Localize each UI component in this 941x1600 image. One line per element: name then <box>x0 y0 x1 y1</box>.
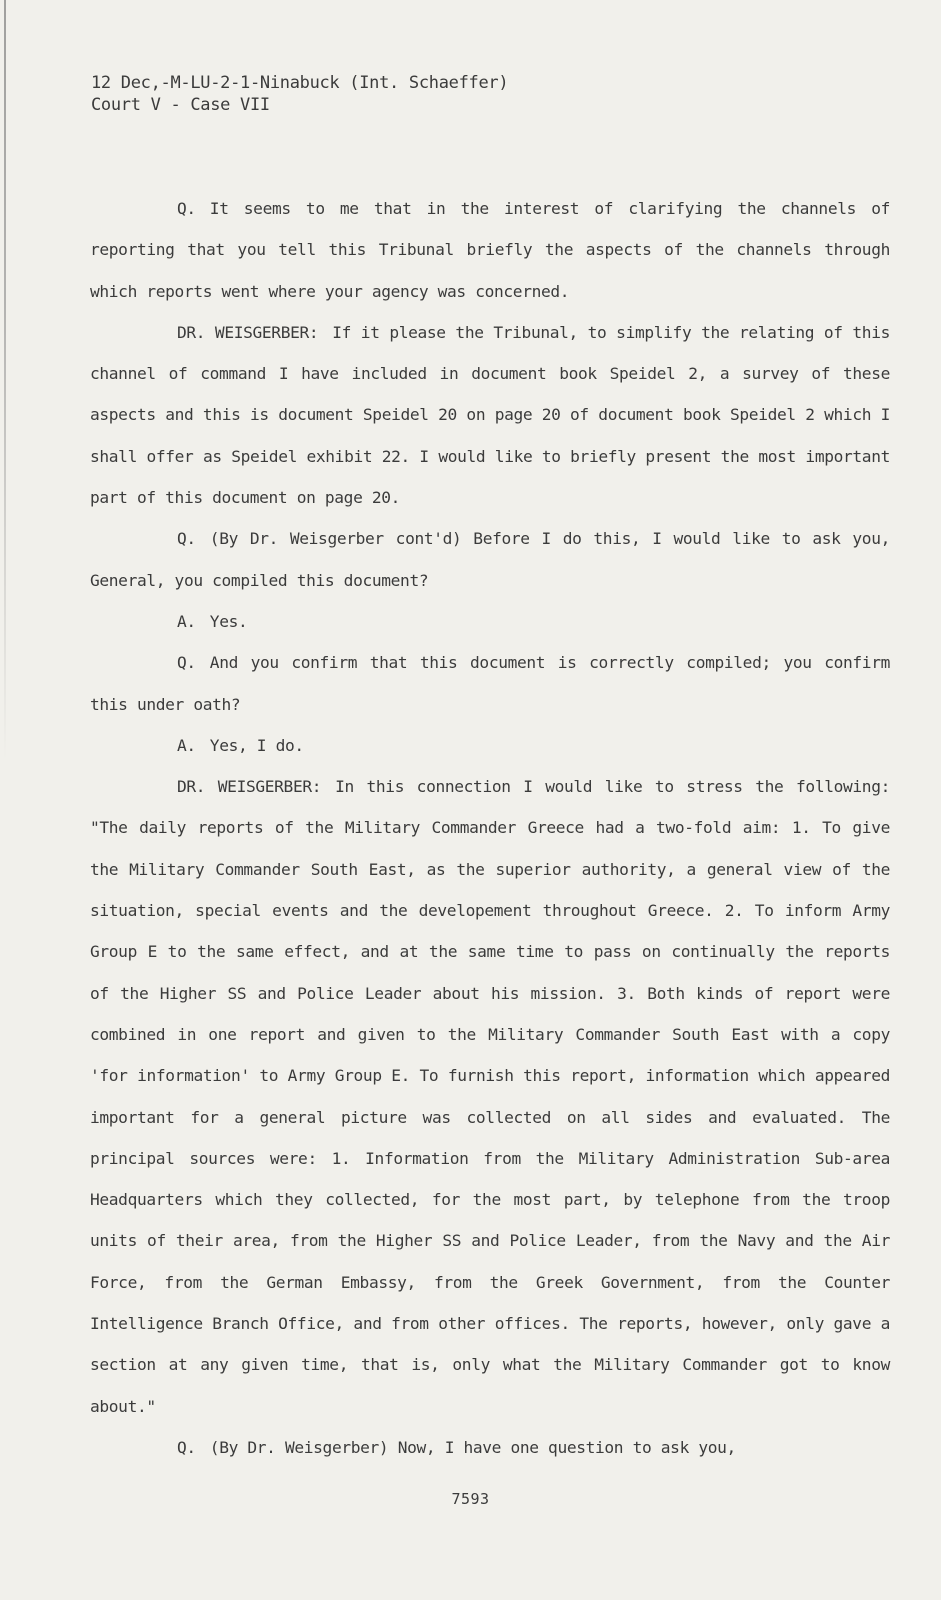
speaker-label: A. <box>177 735 196 755</box>
paragraph-text: If it please the Tribunal, to simplify the relating of this channel of command I have included in document book Speidel 2, a survey of these aspects and this is document Speidel 20 on page 20 of document book Speidel 2 which I shall offer as Speidel exhibit 22. I would like to briefly present the most important part of this document on page 20. <box>90 322 890 508</box>
paragraph-counsel <box>90 312 890 518</box>
paragraph-answer <box>90 725 890 766</box>
paragraph-answer <box>90 601 890 642</box>
speaker-label: DR. WEISGERBER: <box>177 777 322 797</box>
transcript-body <box>90 188 890 1468</box>
paragraph-text: In this connection I would like to stress the following: "The daily reports of the Military Commander Greece had a two-fold aim: 1. To give the Military Commander South East, as the superior authority, a general view of the situation, special events and the developement throughout Greece. 2. To inform Army Group E to the same effect, and at the same time to pass on continually the reports of the Higher SS and Police Leader about his mission. 3. Both kinds of report were combined in one report and given to the Military Commander South East with a copy 'for information' to Army Group E. To furnish this report, information which appeared important for a general picture was collected on all sides and evaluated. The principal sources were: 1. Information from the Military Administration Sub-area Headquarters which they collected, for the most part, by telephone from the troop units of their area, from the Higher SS and Police Leader, from the Navy and the Air Force, from the German Embassy, from the Greek Government, from the Counter Intelligence Branch Office, and from other offices. The reports, however, only gave a section at any given time, that is, only what the Military Commander got to know about." <box>90 777 890 1416</box>
speaker-label: Q. <box>177 199 196 218</box>
speaker-label: A. <box>177 611 196 631</box>
paragraph-text: It seems to me that in the interest of clarifying the channels of reporting that you tell this Tribunal briefly the aspects of the channels through which reports went where your agency was concerned. <box>90 199 890 301</box>
page-edge-shadow <box>4 0 6 760</box>
speaker-label: Q. <box>177 1437 196 1457</box>
header-line-session: 12 Dec,-M-LU-2-1-Ninabuck (Int. Schaeffer) <box>91 73 509 93</box>
paragraph-question <box>90 1427 890 1468</box>
paragraph-question <box>90 188 890 312</box>
speaker-label: Q. <box>177 529 196 549</box>
paragraph-counsel <box>90 766 890 1427</box>
paragraph-text: (By Dr. Weisgerber) Now, I have one question to ask you, <box>209 1437 736 1457</box>
document-header <box>91 72 508 116</box>
paragraph-question <box>90 642 890 725</box>
paragraph-text: And you confirm that this document is correctly compiled; you confirm this under oath? <box>90 653 890 714</box>
paragraph-text: (By Dr. Weisgerber cont'd) Before I do this, I would like to ask you, General, you compiled this document? <box>90 529 890 590</box>
paragraph-question <box>90 518 890 601</box>
speaker-label: DR. WEISGERBER: <box>177 322 319 342</box>
header-line-court: Court V - Case VII <box>91 95 270 115</box>
speaker-label: Q. <box>177 653 196 673</box>
paragraph-text: Yes, I do. <box>209 735 304 755</box>
page-number: 7593 <box>451 1490 490 1508</box>
paragraph-text: Yes. <box>209 611 248 631</box>
